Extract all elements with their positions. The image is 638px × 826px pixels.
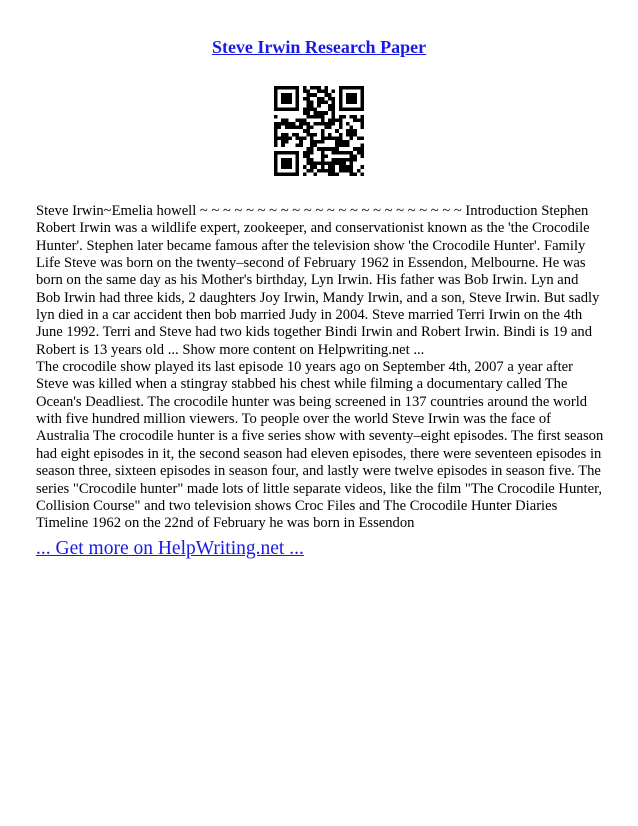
document-body: [36, 203, 604, 533]
paragraph-intro: Steve Irwin~Emelia howell ~ ~ ~ ~ ~ ~ ~ ~ ~ ~ ~ ~ ~ ~ ~ ~ ~ ~ ~ ~ ~ ~ ~ Introduction Stephen Robert Irwin was a wildlife expert, zookeeper, and conservationist known as the 'the Crocodile Hunter'. Stephen later became famous after the television show 'the Crocodile Hunter'. Family Life Steve was born on the twenty–second of February 1962 in Essendon, Melbourne. He was born on the same day as his Mother's birthday, Lyn Irwin. His father was Bob Irwin. Lyn and Bob Irwin had three kids, 2 daughters Joy Irwin, Mandy Irwin, and a son, Steve Irwin. But sadly lyn died in a car accident then bob married Judy in 2004. Steve married Terri Irwin on the 4th June 1992. Terri and Steve had two kids together Bindi Irwin and Robert Irwin. Bindi is 19 and Robert is 13 years old ... Show more content on Helpwriting.net ...: [36, 203, 600, 358]
get-more-link[interactable]: ... Get more on HelpWriting.net ...: [36, 538, 304, 559]
paragraph-show: The crocodile show played its last episode 10 years ago on September 4th, 2007 a year after Steve was killed when a stingray stabbed his chest while filming a documentary called The Ocean's Deadliest. The crocodile hunter was being screened in 137 countries around the world with five hundred million viewers. To people over the world Steve Irwin was the face of Australia The crocodile hunter is a five series show with seventy–eight episodes. The first season had eight episodes in it, the second season had eleven episodes, there were seventeen episodes in season three, sixteen episodes in season four, and lastly were twelve episodes in season five. The series "Crocodile hunter" made lots of little separate videos, like the film "The Crocodile Hunter, Collision Course" and two television shows Croc Files and The Crocodile Hunter Diaries Timeline 1962 on the 22nd of February he was born in Essendon: [36, 359, 604, 532]
document-title[interactable]: Steve Irwin Research Paper: [211, 37, 427, 57]
qr-code-icon: [274, 86, 364, 176]
